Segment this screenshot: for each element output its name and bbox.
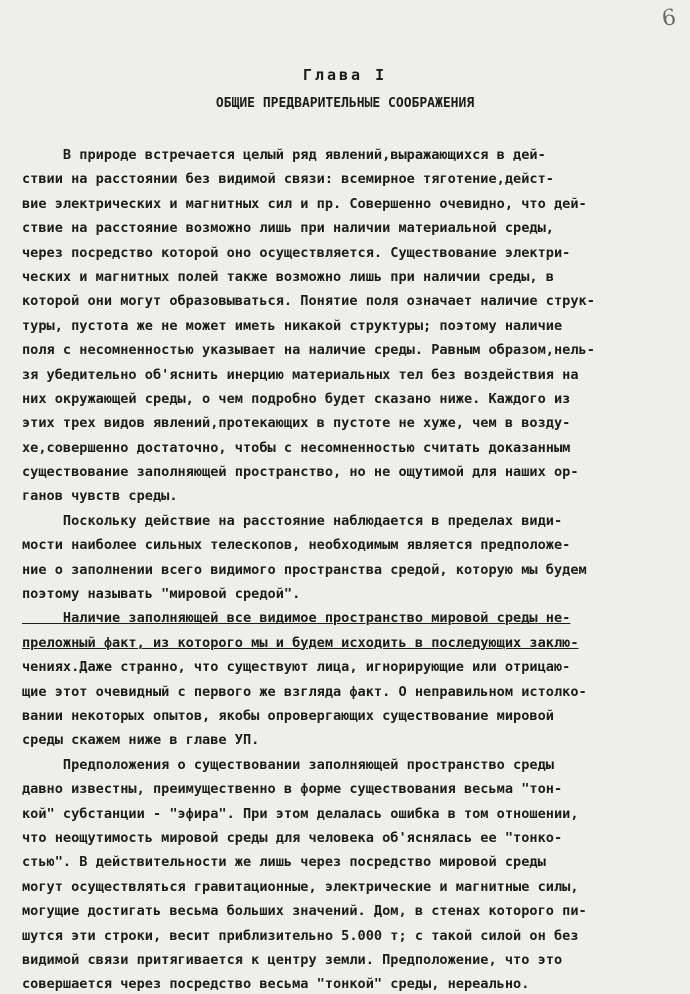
text-line: них окружающей среды, о чем подробно будет сказано ниже. Каждого из [22, 390, 571, 407]
text-line: В природе встречается целый ряд явлений,выражающихся в дей- [22, 147, 546, 163]
text-line: ческих и магнитных полей также возможно лишь при наличии среды, в [22, 268, 554, 285]
text-line: совершается через посредство весьма "тонкой" среды, нереально. [22, 976, 530, 993]
body-text [22, 143, 678, 994]
text-line: через посредство которой оно осуществляется. Существование электри- [22, 244, 571, 261]
text-line: чениях.Даже странно, что существуют лица, игнорирующие или отрицаю- [22, 659, 571, 676]
text-line: ствие на расстояние возможно лишь при наличии материальной среды, [22, 220, 554, 237]
text-line: Предположения о существовании заполняющей пространство среды [22, 756, 554, 773]
text-line: стью". В действительности же лишь через посредство мировой среды [22, 854, 546, 871]
text-line: хе,совершенно достаточно, чтобы с несомненностью считать доказанным [22, 439, 571, 456]
text-line: вании некоторых опытов, якобы опровергающих существование мировой [22, 707, 554, 724]
page-number: 6 [660, 5, 678, 32]
text-line: ствии на расстоянии без видимой связи: всемирное тяготение,дейст- [22, 171, 554, 188]
text-line: ганов чувств среды. [22, 488, 178, 505]
text-line: давно известны, преимущественно в форме существования весьма "тон- [22, 781, 563, 798]
text-line: шутся эти строки, весит приблизительно 5.000 т; с такой силой он без [22, 927, 579, 944]
text-line: туры, пустота же не может иметь никакой структуры; поэтому наличие [22, 317, 563, 334]
text-line-underlined: Наличие заполняющей все видимое пространство мировой среды не- [22, 610, 571, 627]
text-line: что неощутимость мировой среды для человека об'яснялась ее "тонко- [22, 829, 563, 846]
text-line: которой они могут образовываться. Понятие поля означает наличие струк- [22, 293, 595, 310]
text-line: этих трех видов явлений,протекающих в пустоте не хуже, чем в возду- [22, 415, 571, 432]
text-line: существование заполняющей пространство, но не ощутимой для наших ор- [22, 464, 579, 481]
text-line: щие этот очевидный с первого же взгляда факт. О неправильном истолко- [22, 683, 587, 700]
chapter-heading: Глава I [302, 66, 388, 84]
text-line-underlined: преложный факт, из которого мы и будем исходить в последующих заклю- [22, 634, 579, 651]
text-line: видимой связи притягивается к центру земли. Предположение, что это [22, 951, 563, 968]
text-line: мости наиболее сильных телескопов, необходимым является предположе- [22, 537, 571, 554]
text-line: среды скажем ниже в главе УП. [22, 732, 260, 749]
text-line: могущие достигать весьма больших значений. Дом, в стенах которого пи- [22, 903, 587, 920]
text-line: ние о заполнении всего видимого пространства средой, которую мы будем [22, 561, 587, 578]
text-line: могут осуществляться гравитационные, электрические и магнитные силы, [22, 878, 579, 895]
text-line: Поскольку действие на расстояние наблюдается в пределах види- [22, 512, 563, 529]
text-line: кой" субстанции - "эфира". При этом делалась ошибка в том отношении, [22, 805, 579, 822]
text-line: поэтому называть "мировой средой". [22, 586, 301, 603]
text-line: вие электрических и магнитных сил и пр. Совершенно очевидно, что дей- [22, 195, 587, 212]
text-line: поля с несомненностью указывает на наличие среды. Равным образом,нель- [22, 342, 595, 359]
text-line: зя убедительно об'яснить инерцию материальных тел без воздействия на [22, 366, 579, 383]
chapter-title: ОБЩИЕ ПРЕДВАРИТЕЛЬНЫЕ СООБРАЖЕНИЯ [215, 96, 475, 111]
